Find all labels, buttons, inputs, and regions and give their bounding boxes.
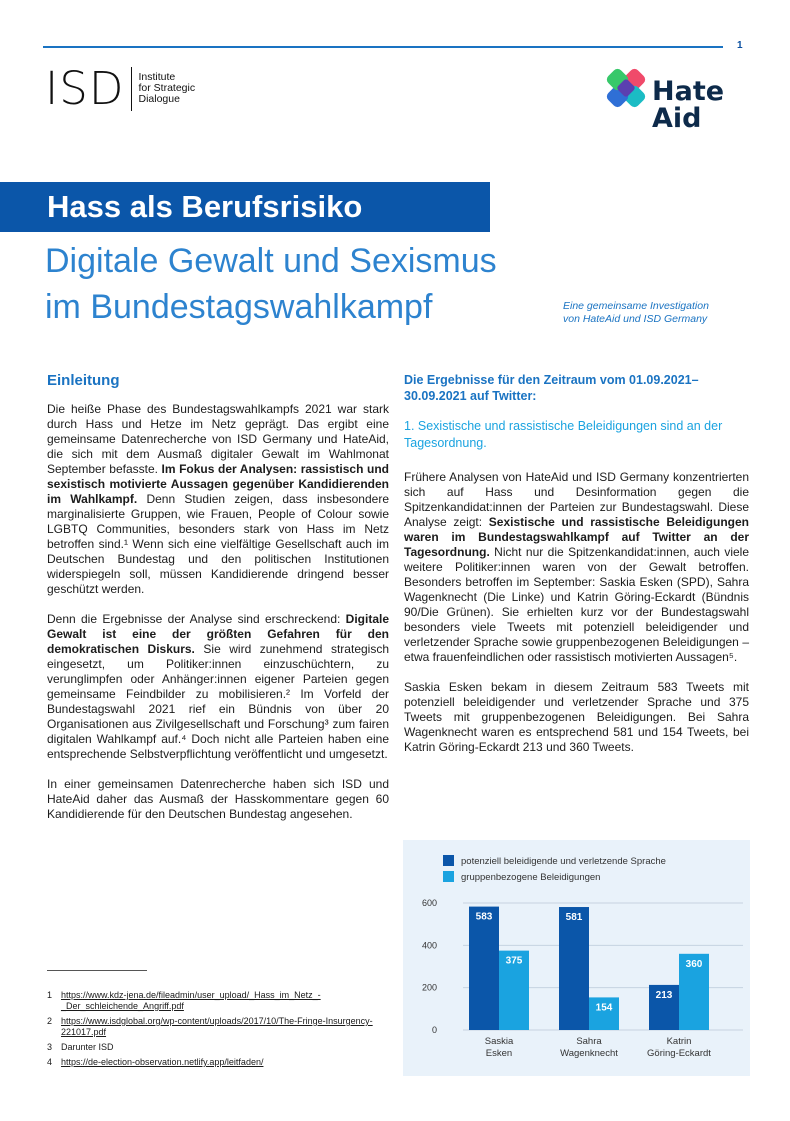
credit-line: Eine gemeinsame Investigation	[563, 300, 709, 312]
bar-value-label: 213	[655, 989, 673, 1001]
text-run: Denn Studien zeigen, dass insbesondere marginalisierte Gruppen, wie Frauen, People of Colour sowie LGBTQ Communities, besonders stark von Hass im Netz betroffen sind.¹ Wenn sich eine vielfältige Gesellschaft auch im Deutschen Bundestag und den politischen Institutionen widerspiegeln soll, müssen Kandidierende dringend besser geschützt werden.	[47, 492, 389, 596]
bar-value-label: 581	[565, 912, 583, 924]
text-run: Frühere Analysen von HateAid und ISD Germany konzentrierten sich auf Hass und Desinformation gegen die Spitzenkandidat:innen der Parteien zur Bundestagswahl. Diese Analyse zeigt:	[404, 470, 749, 529]
right-column	[404, 372, 749, 770]
footnote-link[interactable]: https://www.kdz-jena.de/fileadmin/user_upload/_Hass_im_Netz_-_Der_schleichende_Angriff.pdf	[61, 990, 321, 1011]
bar-value-label: 375	[505, 955, 523, 967]
hateaid-logo-icon	[604, 66, 648, 110]
x-tick-label: Wagenknecht	[560, 1048, 618, 1059]
bar-value-label: 583	[475, 911, 493, 923]
paragraph: Saskia Esken bekam in diesem Zeitraum 583 Tweets mit potenziell beleidigender und verletzender Sprache und 375 Tweets mit gruppenbezogenen Beleidigungen. Bei Sahra Wagenknecht waren es entsprechend 581 und 154 Tweets, bei Katrin Göring-Eckardt 213 und 360 Tweets.	[404, 680, 749, 754]
footnote	[47, 1057, 387, 1068]
x-tick-label: Saskia	[484, 1036, 514, 1047]
footnote	[47, 1016, 387, 1038]
credit-line: von HateAid und ISD Germany	[563, 313, 708, 325]
page-number: 1	[737, 40, 743, 51]
paragraph: In einer gemeinsamen Datenrecherche haben sich ISD und HateAid daher das Ausmaß der Hasskommentare gegen 60 Kandidierende für den Deutschen Bundestag angesehen.	[47, 777, 389, 821]
y-tick-label: 600	[421, 898, 437, 908]
paragraph	[404, 470, 749, 665]
isd-logo-line: Dialogue	[138, 93, 180, 105]
footnote	[47, 1042, 387, 1053]
footnote-link[interactable]: https://de-election-observation.netlify.app/leitfaden/	[61, 1057, 264, 1067]
bar	[559, 907, 589, 1030]
section-heading: Einleitung	[47, 372, 120, 389]
header-rule	[43, 46, 723, 48]
y-tick-label: 400	[421, 940, 437, 951]
isd-logo-line: Institute	[138, 71, 176, 83]
authors-credit	[563, 300, 709, 326]
footnote-text: Darunter ISD	[61, 1042, 114, 1052]
isd-logo	[45, 62, 196, 115]
isd-logo-line: for Strategic	[138, 82, 196, 94]
legend-label: potenziell beleidigende und verletzende Sprache	[461, 856, 666, 867]
bar	[469, 907, 499, 1030]
footnote-number: 4	[47, 1057, 53, 1067]
paragraph	[47, 402, 389, 597]
legend-swatch	[443, 855, 454, 866]
subtitle-line: Digitale Gewalt und Sexismus	[45, 242, 497, 280]
bold-run: Im Fokus der Analysen: rassistisch und sexistisch motivierte Aussagen gegenüber Kandidierenden im Wahlkampf.	[47, 462, 389, 506]
x-tick-label: Sahra	[576, 1036, 602, 1047]
subtitle-line: im Bundestagswahlkampf	[45, 288, 433, 326]
hateaid-logo	[604, 66, 724, 132]
hateaid-logo-line: Hate	[652, 76, 725, 107]
x-tick-label: Göring-Eckardt	[647, 1048, 711, 1059]
bold-run: Sexistische und rassistische Beleidigungen waren im Bundestagswahlkampf auf Twitter an der Tagesordnung.	[404, 515, 749, 559]
hateaid-logo-text	[652, 78, 724, 132]
footnote-number: 3	[47, 1042, 53, 1052]
footnote-link[interactable]: https://www.isdglobal.org/wp-content/uploads/2017/10/The-Fringe-Insurgency-221017.pdf	[61, 1016, 373, 1037]
bar-chart-svg	[403, 840, 750, 1076]
footnote	[47, 990, 387, 1012]
bold-run: Digitale Gewalt ist eine der größten Gefahren für den demokratischen Diskurs.	[47, 612, 389, 656]
hateaid-logo-line: Aid	[652, 103, 702, 134]
text-run: Nicht nur die Spitzenkandidat:innen, auch viele weitere Politiker:innen waren von der Gewalt betroffen. Besonders betroffen im September: Saskia Esken (SPD), Sahra Wagenknecht (Die Linke) und Katrin Göring-Eckardt (Bündnis 90/Die Grünen). Sie erhielten kurz vor der Bundestagswahl besonders viele Tweets mit potenziell beleidigender und verletzender Sprache sowie gruppenbezogenen Beleidigungen – etwa frauenfeindlichen oder rassistisch motivierten Aussagen⁵.	[404, 545, 749, 664]
footnote-number: 2	[47, 1016, 53, 1026]
legend-label: gruppenbezogene Beleidigungen	[461, 872, 601, 883]
footnote-number: 1	[47, 990, 53, 1000]
paragraph	[47, 612, 389, 762]
x-tick-label: Katrin	[666, 1036, 692, 1047]
document-subtitle	[45, 238, 497, 330]
legend-swatch	[443, 871, 454, 882]
text-run: Denn die Ergebnisse der Analyse sind erschreckend:	[47, 612, 346, 626]
document-title: Hass als Berufsrisiko	[47, 189, 363, 224]
bar-value-label: 154	[595, 1002, 613, 1014]
y-tick-label: 200	[421, 982, 437, 993]
bar-value-label: 360	[685, 958, 703, 970]
isd-logo-divider	[131, 67, 132, 111]
isd-logo-text	[139, 72, 196, 105]
results-heading: Die Ergebnisse für den Zeitraum vom 01.09.2021–30.09.2021 auf Twitter:	[404, 373, 699, 403]
y-tick-label: 0	[431, 1025, 437, 1035]
finding-heading: 1. Sexistische und rassistische Beleidigungen sind an der Tagesordnung.	[404, 419, 723, 450]
footnotes	[47, 990, 387, 1072]
text-run: Die heiße Phase des Bundestagswahlkampfs 2021 war stark durch Hass und Hetze im Netz geprägt. Das ergibt eine gemeinsame Datenrecherche von ISD Germany und HateAid, die sich mit dem Ausmaß digitaler Gewalt im Wahlmonat September befasste.	[47, 402, 389, 476]
bar-chart	[403, 840, 750, 1076]
footnote-rule	[47, 970, 147, 971]
isd-logo-mark: ISD	[45, 62, 125, 115]
x-tick-label: Esken	[485, 1048, 513, 1059]
text-run: Sie wird zunehmend strategisch eingesetzt, um Politiker:innen einzuschüchtern, zu verunglimpfen oder Anhänger:innen eigener Parteien gegen gemeinsame Feindbilder zu mobilisieren.² Im Vorfeld der Bundestagswahl 2021 rief ein Bündnis von über 20 Organisationen aus Zivilgesellschaft und Forschung³ zum fairen digitalen Wahlkampf auf.⁴ Doch nicht alle Parteien haben eine entsprechende Selbstverpflichtung veröffentlicht und umgesetzt.	[47, 642, 390, 761]
left-column	[47, 372, 389, 837]
